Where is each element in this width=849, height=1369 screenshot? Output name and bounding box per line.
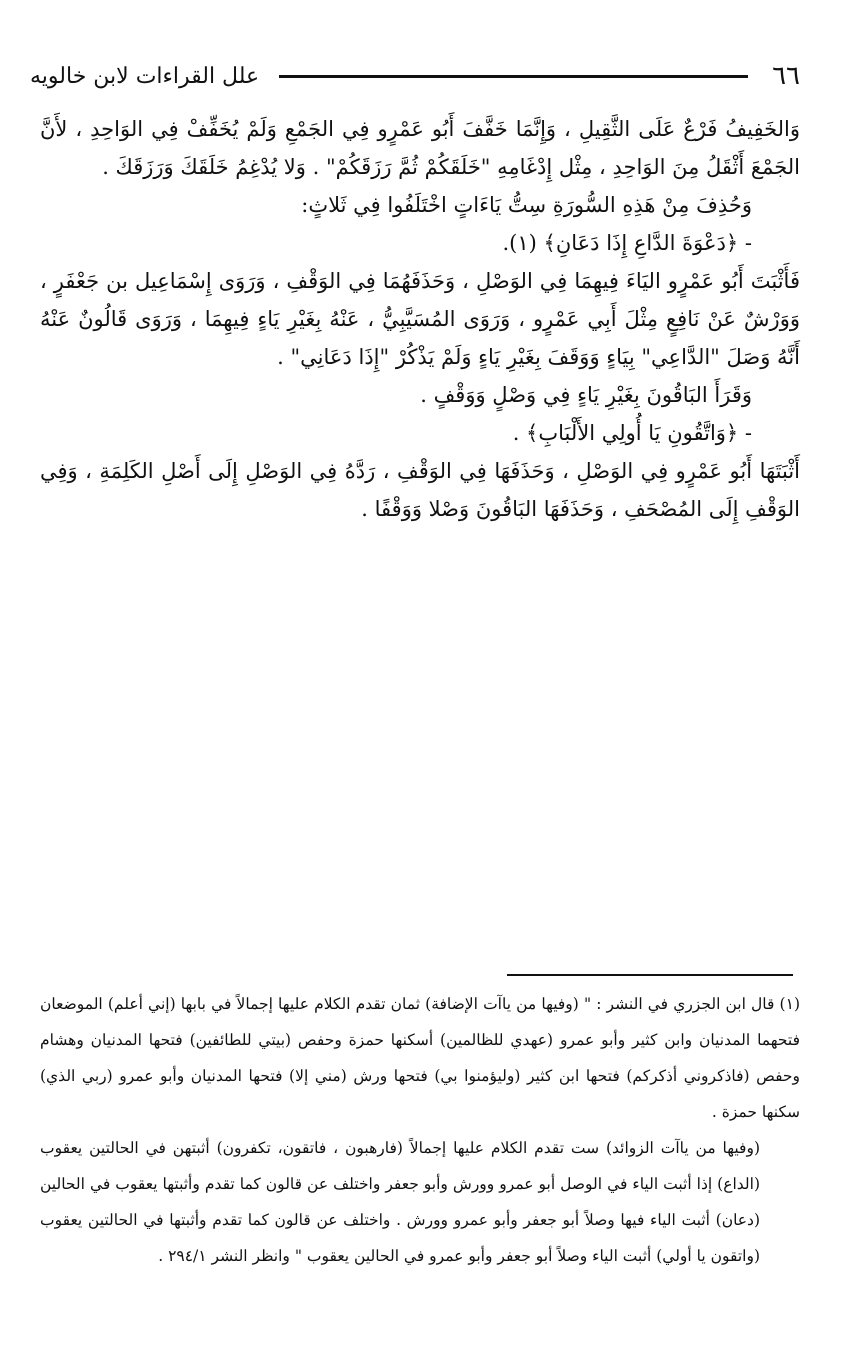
paragraph-2: وَحُذِفَ مِنْ هَذِهِ السُّورَةِ سِتُّ يَاءَاتٍ اخْتَلَفُوا فِي ثَلاثٍ:	[301, 193, 752, 217]
page-header	[30, 58, 800, 94]
paragraph-1: وَالخَفِيفُ فَرْعٌ عَلَى الثَّقِيلِ ، وَإِنَّمَا خَفَّفَ أَبُو عَمْرٍو فِي الجَمْعِ وَلَمْ يُخَفِّفْ فِي الوَاحِدِ ، لأَنَّ الجَمْعَ أَثْقَلُ مِنَ الوَاحِدِ ، مِثْل إِدْغَامِهِ "خَلَقَكُمْ ثُمَّ رَزَقَكُمْ" . وَلا يُدْغِمُ خَلَقَكَ وَرَزَقَكَ .	[40, 117, 800, 179]
header-rule	[279, 75, 748, 78]
paragraph-7: أَثْبَتَهَا أَبُو عَمْرٍو فِي الوَصْلِ ، وَحَذَفَهَا فِي الوَقْفِ ، رَدَّهُ فِي الوَصْلِ إِلَى أَصْلِ الكَلِمَةِ ، وَفِي الوَقْفِ إِلَى المُصْحَفِ ، وَحَذَفَهَا البَاقُونَ وَصْلا وَوَقْفًا .	[40, 459, 800, 521]
footnote-1-continued: (وفيها من ياآت الزوائد) ست تقدم الكلام عليها إجمالاً (فارهبون ، فاتقون، تكفرون) أثبتهن في الحالتين يعقوب (الداع) إذا أثبت الياء في الوصل أبو عمرو وورش وأبو جعفر واختلف عن قالون كما تقدم وأثبتها يعقوب في الحالين (دعان) أثبت الياء فيها وصلاً أبو جعفر وأبو عمرو وورش . واختلف عن قالون كما تقدم وأثبتها في الحالتين يعقوب (واتقون يا أولي) أثبت الياء وصلاً أبو جعفر وأبو عمرو في الحالين يعقوب " وانظر النشر ٢٩٤/١ .	[40, 1139, 760, 1265]
paragraph-4: فَأَثْبَتَ أَبُو عَمْرٍو اليَاءَ فِيهِمَا فِي الوَصْلِ ، وَحَذَفَهُمَا فِي الوَقْفِ ، وَرَوَى إِسْمَاعِيل بن جَعْفَرٍ ، وَوَرْشٌ عَنْ نَافِعٍ مِثْلَ أَبِي عَمْرٍو ، وَرَوَى المُسَيَّبِيُّ ، عَنْهُ بِغَيْرِ يَاءٍ فِيهِمَا ، وَرَوَى قَالُونٌ عَنْهُ أَنَّهُ وَصَلَ "الدَّاعِي" بِيَاءٍ وَوَقَفَ بِغَيْرِ يَاءٍ وَلَمْ يَذْكُرْ "إِذَا دَعَانِي" .	[40, 269, 800, 369]
footnote-rule	[507, 974, 793, 976]
footnote-1: (١) قال ابن الجزري في النشر : " (وفيها من ياآت الإضافة) ثمان تقدم الكلام عليها إجمالاً في بابها (إني أعلم) الموضعان فتحهما المدنيان وابن كثير وأبو عمرو (عهدي للظالمين) أسكنها حمزة وحفص (بيتي للطائفين) فتحها المدنيان وهشام وحفص (فاذكروني أذكركم) فتحها ابن كثير (وليؤمنوا بي) فتحها ورش (مني إلا) فتحها المدنيان وأبو عمرو (ربي الذي) سكنها حمزة .	[40, 995, 800, 1121]
quran-verse-2: - ﴿وَاتَّقُونِ يَا أُولِي الأَلْبَابِ﴾ .	[512, 421, 752, 445]
page-number: ٦٦	[772, 61, 800, 91]
quran-verse-1: - ﴿دَعْوَةَ الدَّاعِ إِذَا دَعَانِ﴾ (١).	[502, 231, 752, 255]
paragraph-5: وَقَرَأَ البَاقُونَ بِغَيْرِ يَاءٍ فِي وَصْلٍ وَوَقْفٍ .	[420, 383, 752, 407]
running-title: علل القراءات لابن خالويه	[30, 63, 260, 89]
main-text	[40, 110, 800, 528]
footnotes	[40, 986, 800, 1274]
